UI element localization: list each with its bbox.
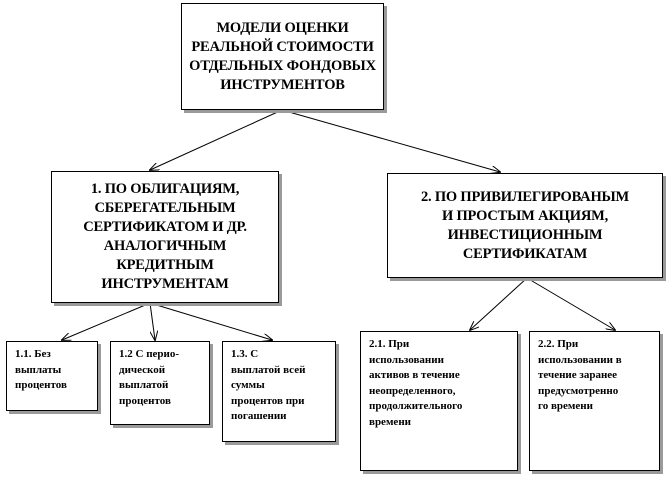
arrow-group2-to-leaf-2-2: [527, 278, 615, 330]
leaf-node-1-1: [6, 341, 98, 411]
leaf-node-2-2: [529, 331, 660, 471]
group-node-shares-label: 2. ПО ПРИВИЛЕГИРОВАНЫМ И ПРОСТЫМ АКЦИЯМ, ИНВЕСТИЦИОННЫМ СЕРТИФИКАТАМ: [420, 188, 630, 262]
leaf-node-1-2-label: 1.2 С перио- дической выплатой процентов: [119, 348, 180, 407]
group-node-shares: [387, 173, 663, 278]
root-node-label: МОДЕЛИ ОЦЕНКИ РЕАЛЬНОЙ СТОИМОСТИ ОТДЕЛЬНЫХ ФОНДОВЫХ ИНСТРУМЕНТОВ: [189, 19, 376, 93]
arrow-root-to-group1: [150, 110, 282, 170]
group-node-bonds-label: 1. ПО ОБЛИГАЦИЯМ, СБЕРЕГАТЕЛЬНЫМ СЕРТИФИКАТОМ И ДР. АНАЛОГИЧНЫМ КРЕДИТНЫМ ИНСТРУМЕНТАМ: [83, 181, 247, 292]
arrow-group2-to-leaf-2-1: [470, 278, 527, 330]
leaf-node-2-1-label: 2.1. При использовании активов в течение неопределенного, продолжительного времени: [369, 338, 463, 428]
group-node-bonds: [51, 171, 279, 303]
root-node: [181, 3, 384, 110]
arrow-group1-to-leaf-1-1: [62, 303, 150, 340]
arrow-group1-to-leaf-1-3: [150, 303, 272, 340]
leaf-node-1-3-label: 1.3. С выплатой всей суммы процентов при погашении: [231, 348, 306, 422]
arrow-group1-to-leaf-1-2: [150, 303, 155, 340]
leaf-node-1-1-label: 1.1. Без выплаты процентов: [15, 348, 67, 391]
arrow-root-to-group2: [282, 110, 500, 172]
leaf-node-1-2: [110, 341, 210, 425]
leaf-node-1-3: [222, 341, 336, 442]
leaf-node-2-2-label: 2.2. При использовании в течение заранее предусмотренно го времени: [538, 338, 622, 412]
leaf-node-2-1: [360, 331, 518, 471]
